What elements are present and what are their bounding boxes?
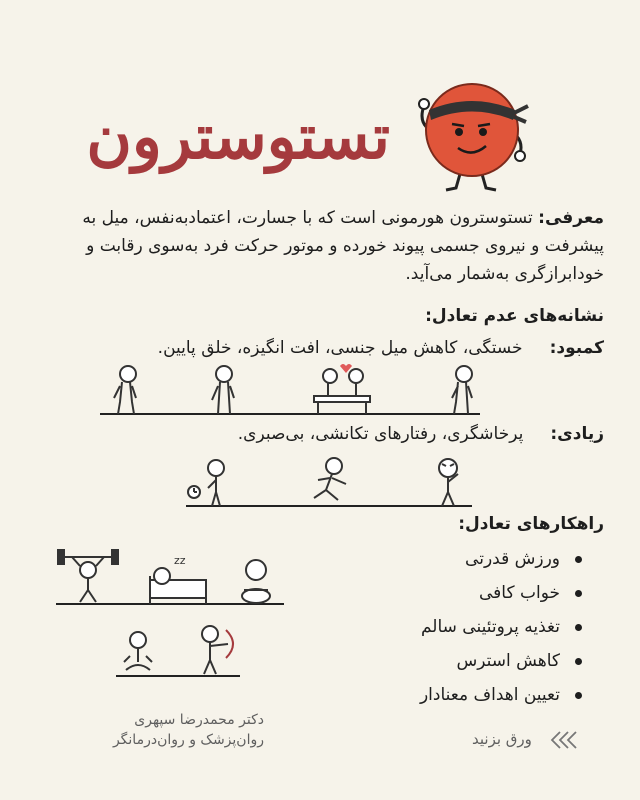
sleeping-figure-icon: [150, 554, 206, 604]
strategies-heading: راهکارهای تعادل:: [458, 514, 604, 534]
impatient-clock-icon: [188, 460, 224, 506]
excess-text: پرخاشگری، رفتارهای تکانشی، بی‌صبری.: [237, 424, 524, 444]
deficit-line: [36, 338, 604, 358]
tired-figure-icon: [114, 366, 136, 414]
meditation-icon: [124, 632, 152, 670]
author-name: دکتر محمدرضا سپهری: [134, 712, 264, 728]
list-item: تعیین اهداف معنادار: [420, 678, 582, 712]
bullet-icon: [575, 590, 582, 597]
weightlifting-icon: [58, 550, 118, 602]
author-role: روان‌پزشک و روان‌درمانگر: [112, 732, 264, 748]
deficit-text: خستگی، کاهش میل جنسی، افت انگیزه، خلق پایین.: [157, 338, 523, 358]
tired-figure-icon: [452, 366, 472, 414]
excess-illustration: [186, 456, 472, 508]
page-title: تستوسترون: [86, 100, 390, 173]
list-item: خواب کافی: [420, 576, 582, 610]
list-item: ورزش قدرتی: [420, 542, 582, 576]
deficit-illustration: [100, 362, 480, 418]
excess-line: [36, 424, 604, 444]
strategies-illustration-bottom: [116, 622, 240, 678]
imbalance-heading: نشانه‌های عدم تعادل:: [425, 306, 604, 326]
bullet-icon: [575, 692, 582, 699]
bullet-icon: [575, 556, 582, 563]
strategies-list: [420, 542, 582, 712]
sleep-z-text: zz: [174, 554, 186, 567]
sad-figure-icon: [212, 366, 234, 414]
excess-label: زیادی:: [550, 424, 604, 444]
author-block: [84, 710, 264, 750]
swipe-hint[interactable]: ورق بزنید: [472, 730, 532, 748]
strategies-illustration-top: [56, 546, 284, 606]
running-figure-icon: [314, 458, 346, 500]
deficit-label: کمبود:: [549, 338, 604, 358]
intro-paragraph: [36, 204, 604, 288]
intro-text: تستوسترون هورمونی است که با جسارت، اعتمادبه‌نفس، میل به پیشرفت و نیروی جسمی پیوند خورده و موتور حرکت فرد به‌سوی رقابت و خودابرازگری به‌شمار می‌آید.: [82, 208, 604, 284]
angry-figure-icon: [439, 459, 458, 506]
list-item: کاهش استرس: [420, 644, 582, 678]
couple-bench-icon: [314, 364, 370, 414]
bullet-icon: [575, 658, 582, 665]
chevrons-left-icon[interactable]: [548, 730, 588, 750]
intro-label: معرفی:: [538, 208, 604, 228]
bullet-icon: [575, 624, 582, 631]
mascot-ball-icon: [412, 70, 532, 200]
list-item: تغذیه پروتئینی سالم: [420, 610, 582, 644]
eating-figure-icon: [242, 560, 270, 603]
archery-icon: [202, 626, 233, 674]
